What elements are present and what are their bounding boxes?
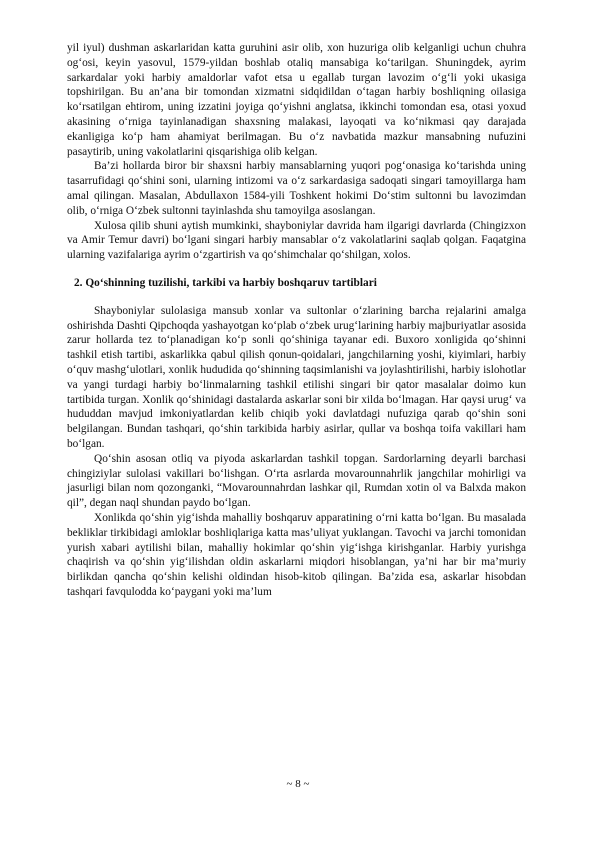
page-number: ~ 8 ~ — [286, 778, 310, 790]
section-heading: 2. Qo‘shinning tuzilishi, tarkibi va harbiy boshqaruv tartiblari — [74, 276, 377, 289]
paragraph: Ba’zi hollarda biror bir shaxsni harbiy mansablarning yuqori pog‘onasiga ko‘tarishda uning tasarrufidagi qo‘shini soni, ularning intizomi va o‘z sarkardasiga sadoqati singari tamoyillarga ham amal qilingan. Masalan, Abdullaxon 1584-yili Toshkent hokimi Do‘stim sultonni bu lavozimdan olib, o‘rniga O‘zbek sultonni tayinlashda shu tamoyilga asoslangan. — [67, 160, 526, 217]
paragraph: Xulosa qilib shuni aytish mumkinki, shayboniylar davrida ham ilgarigi davrlarda (Chingizxon va Amir Temur davri) bo‘lgani singari harbiy mansablar o‘z vakolatlarini saqlab qolgan. Faqatgina ularning vazifalariga ayrim o‘zgartirish va qo‘shimchalar qo‘shilgan, xolos. — [67, 219, 526, 262]
paragraph: Qo‘shin asosan otliq va piyoda askarlardan tashkil topgan. Sardorlarning deyarli barchasi chingiziylar sulolasi vakillari bo‘lishgan. O‘rta asrlarda movarounnahrlik jangchilar mohirligi va jasurligi bilan nom qozonganki, “Movarounnahrdan lashkar qil, Rumdan xotin ol va Balxda makon qil”, degan naql shundan paydo bo‘lgan. — [67, 452, 526, 510]
paragraph: Shayboniylar sulolasiga mansub xonlar va sultonlar o‘zlarining barcha rejalarini amalga oshirishda Dashti Qipchoqda yashayotgan ko‘plab o‘zbek urug‘larining harbiy majburiyatlar asosida zarur hollarda tez to‘planadigan ko‘p sonli qo‘shiniga tayanar edi. Buxoro xonligida qo‘shinni tashkil etish tartibi, askarlikka qabul qilish qonun-qoidalari, jangchilarning yoshi, kiyimlari, harbiy o‘quv mashg‘ulotlari, xonlik hududida qo‘shinning taqsimlanishi va joylashtirilishi, harbiy islohotlar va yangi turdagi harbiy bo‘linmalarning tashkil etilishi singari bir qator masalalar doimo kun tartibida turgan. Xonlik qo‘shinidagi dastalarda askarlar soni bir xilda bo‘lmagan. Har qaysi urug‘ va hududdan mavjud imkoniyatlardan kelib chiqib yoki davlatdagi nufuziga qarab qo‘shin soni belgilangan. Bundan tashqari, qo‘shin tarkibida harbiy asirlar, qullar va boshqa toifa vakillari ham bo‘lgan. — [67, 304, 526, 450]
document-body — [67, 41, 526, 600]
paragraph: Xonlikda qo‘shin yig‘ishda mahalliy boshqaruv apparatining o‘rni katta bo‘lgan. Bu masalada bekliklar tirkibidagi amloklar boshliqlariga katta mas’uliyat yuklangan. Tavochi va jarchi tomonidan yurish xabari aytilishi bilan, mahalliy hokimlar qo‘shin yig‘ishga kirishganlar. Harbiy yurishga chaqirish va qo‘shin yig‘ilishdan oldin askarlarni miqdori hisoblangan, ya’ni har bir ma’muriy birlikdan qancha qo‘shin kelishi oldindan hisob-kitob qilingan. Ba’zida esa, askarlar hisobdan tashqari favqulodda ko‘paygani yoki ma’lum — [67, 511, 526, 598]
paragraph: yil iyul) dushman askarlaridan katta guruhini asir olib, xon huzuriga olib kelganligi uchun chuhra og‘osi, keyin yasovul, 1579-yildan boshlab otaliq mansabiga ko‘tarilgan. Shuningdek, ayrim sarkardalar yoki harbiy amaldorlar vafot etsa u egallab turgan lavozim o‘g‘li yoki ukasiga topshirilgan. Bu an’ana bir tomondan xizmatni sidqidildan o‘tagan harbiy boshliqning oilasiga ko‘rsatilgan ehtirom, uning izzatini joyiga qo‘yishni anglatsa, ikkinchi tomondan esa, otasi yoxud akasining o‘rniga tayinlanadigan shaxsning malakasi, layoqati va ko‘nikmasi qay darajada ekanligiga ko‘p ham ahamiyat berilmagan. Bu o‘z navbatida mazkur mansabning nufuzini pasaytirib, uning vakolatlarini qisqarishiga olib kelgan. — [67, 42, 526, 158]
